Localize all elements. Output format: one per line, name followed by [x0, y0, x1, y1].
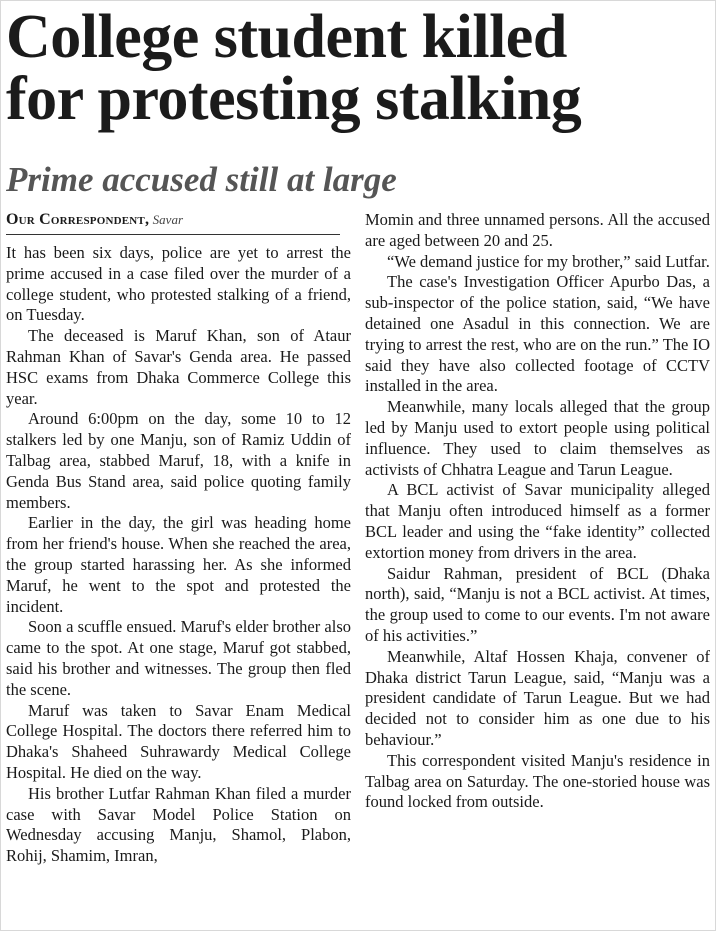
article-paragraph: Meanwhile, Altaf Hossen Khaja, convener of Dhaka district Tarun League, said, “Manju was a president candidate of Tarun League. But we had decided not to consider him as one due to his behaviour.” [365, 646, 710, 749]
article-paragraph: The deceased is Maruf Khan, son of Ataur Rahman Khan of Savar's Genda area. He passed HSC exams from Dhaka Commerce College this year. [6, 326, 351, 408]
article-paragraph: Earlier in the day, the girl was heading home from her friend's house. When she reached the area, the group started harassing her. As she informed Maruf, he went to the spot and protested the incident. [6, 513, 351, 616]
subheadline: Prime accused still at large [6, 160, 397, 199]
byline-location: Savar [152, 212, 184, 227]
article-paragraph: “We demand justice for my brother,” said Lutfar. [387, 251, 710, 271]
article-paragraph: Soon a scuffle ensued. Maruf's elder brother also came to the spot. At one stage, Maruf got stabbed, said his brother and witnesses. The group then fled the scene. [6, 617, 351, 699]
article-paragraph: His brother Lutfar Rahman Khan filed a murder case with Savar Model Police Station on Wednesday accusing Manju, Shamol, Plabon, Rohij, Shamim, Imran, [6, 783, 351, 866]
article-column-left [6, 243, 351, 867]
article-column-right [365, 210, 710, 813]
article-paragraph: The case's Investigation Officer Apurbo Das, a sub-inspector of the police station, said, “We have detained one Asadul in this connection. We are trying to arrest the rest, who are on the run.” The IO said they have also collected footage of CCTV installed in the area. [365, 272, 710, 396]
article-paragraph: Maruf was taken to Savar Enam Medical College Hospital. The doctors there referred him to Dhaka's Shaheed Suhrawardy Medical College Hospital. He died on the way. [6, 700, 351, 782]
byline-author: Our Correspondent, [6, 211, 150, 228]
headline-line-2: for protesting stalking [6, 65, 582, 133]
article-paragraph: Momin and three unnamed persons. All the accused are aged between 20 and 25. [365, 210, 710, 250]
article-paragraph: This correspondent visited Manju's residence in Talbag area on Saturday. The one-storied house was found locked from outside. [365, 750, 710, 812]
headline-line-1: College student killed [6, 3, 567, 71]
article-paragraph: Meanwhile, many locals alleged that the group led by Manju used to extort people using political influence. They used to claim themselves as activists of Chhatra League and Tarun League. [365, 397, 710, 479]
headline [6, 3, 712, 133]
article-paragraph: A BCL activist of Savar municipality alleged that Manju often introduced himself as a former BCL leader and using the “fake identity” collected extortion money from drivers in the area. [365, 480, 710, 562]
article-paragraph: Around 6:00pm on the day, some 10 to 12 stalkers led by one Manju, son of Ramiz Uddin of Talbag area, stabbed Maruf, 18, with a knife in Genda Bus Stand area, said police quoting family members. [6, 409, 351, 512]
article-paragraph: Saidur Rahman, president of BCL (Dhaka north), said, “Manju is not a BCL activist. At times, the group used to come to our events. I'm not aware of his activities.” [365, 563, 710, 645]
byline [6, 210, 340, 235]
article-paragraph: It has been six days, police are yet to arrest the prime accused in a case filed over the murder of a college student, who protested stalking of a friend, on Tuesday. [6, 243, 351, 325]
